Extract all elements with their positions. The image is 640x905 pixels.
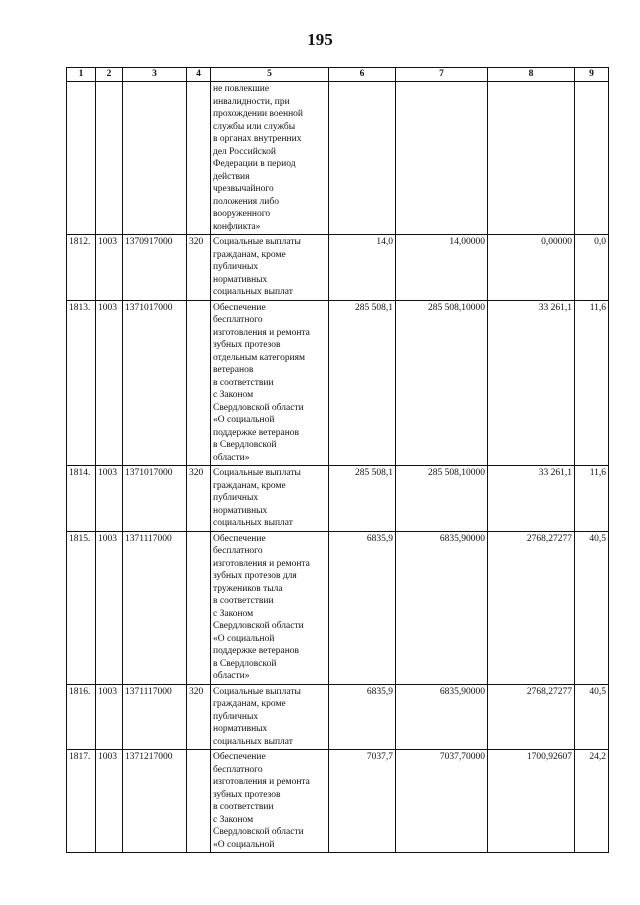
description-line: бесплатного xyxy=(213,315,263,325)
description-line: Обеспечение xyxy=(213,752,266,762)
header-col-9: 9 xyxy=(575,68,609,82)
description-line: в Свердловской xyxy=(213,658,277,669)
cell-plan xyxy=(329,82,396,235)
header-col-8: 8 xyxy=(488,68,575,82)
description-line: Социальные выплаты xyxy=(213,686,301,697)
header-col-4: 4 xyxy=(187,68,211,82)
description-line: публичных xyxy=(213,493,259,503)
cell-kind: 320 xyxy=(187,466,211,532)
cell-executed: 0,00000 xyxy=(488,235,575,301)
cell-number: 1817. xyxy=(67,750,96,853)
description-line: бесплатного xyxy=(213,546,263,556)
header-col-2: 2 xyxy=(96,68,123,82)
cell-refined-plan: 285 508,10000 xyxy=(396,300,488,466)
page-number: 195 xyxy=(307,30,333,49)
cell-kind xyxy=(187,750,211,853)
cell-target: 1371017000 xyxy=(123,466,187,532)
cell-description xyxy=(211,300,329,466)
description-line: социальных выплат xyxy=(213,287,293,297)
header-col-7: 7 xyxy=(396,68,488,82)
description-line: в Свердловской xyxy=(213,440,277,450)
description-line: Свердловской области xyxy=(213,621,304,631)
description-line: социальных выплат xyxy=(213,518,293,528)
cell-refined-plan: 6835,90000 xyxy=(396,531,488,684)
header-col-6: 6 xyxy=(329,68,396,82)
description-line: «О социальной xyxy=(213,633,275,644)
description-line: социальных выплат xyxy=(213,736,293,747)
description-line: Свердловской области xyxy=(213,827,304,837)
cell-kind: 320 xyxy=(187,235,211,301)
description-line: Федерации в период xyxy=(213,159,296,169)
description-line: нормативных xyxy=(213,724,268,734)
cell-plan: 7037,7 xyxy=(329,750,396,853)
cell-section: 1003 xyxy=(96,684,123,750)
cell-section: 1003 xyxy=(96,466,123,532)
cell-number: 1814. xyxy=(67,466,96,532)
cell-section: 1003 xyxy=(96,750,123,853)
description-line: положения либо xyxy=(213,196,279,207)
header-row xyxy=(67,68,609,82)
continuation-row xyxy=(67,82,609,235)
cell-executed: 1700,92607 xyxy=(488,750,575,853)
description-line: Обеспечение xyxy=(213,533,266,544)
cell-executed: 33 261,1 xyxy=(488,300,575,466)
description-line: дел Российской xyxy=(213,146,276,157)
description-line: с Законом xyxy=(213,608,254,619)
cell-refined-plan xyxy=(396,82,488,235)
cell-percent: 40,5 xyxy=(575,531,609,684)
cell-target: 1370917000 xyxy=(123,235,187,301)
description-line: зубных протезов для xyxy=(213,571,297,581)
description-line: Социальные выплаты xyxy=(213,468,301,478)
cell-description xyxy=(211,82,329,235)
table-row xyxy=(67,466,609,532)
description-line: действия xyxy=(213,171,250,182)
cell-section: 1003 xyxy=(96,531,123,684)
description-line: тружеников тыла xyxy=(213,583,283,594)
table-row xyxy=(67,300,609,466)
cell-section: 1003 xyxy=(96,235,123,301)
description-line: в соответствии xyxy=(213,596,274,606)
description-line: не повлекшие xyxy=(213,84,270,94)
description-line: зубных протезов xyxy=(213,340,281,350)
cell-executed: 2768,27277 xyxy=(488,531,575,684)
cell-plan: 6835,9 xyxy=(329,684,396,750)
description-line: изготовления и ремонта xyxy=(213,558,310,569)
cell-kind xyxy=(187,531,211,684)
cell-kind xyxy=(187,82,211,235)
description-line: публичных xyxy=(213,262,259,272)
cell-plan: 285 508,1 xyxy=(329,300,396,466)
description-line: поддержке ветеранов xyxy=(213,646,300,656)
description-line: прохождении военной xyxy=(213,109,303,119)
table-row xyxy=(67,684,609,750)
description-line: с Законом xyxy=(213,814,254,825)
description-line: отдельным категориям xyxy=(213,352,306,363)
cell-kind: 320 xyxy=(187,684,211,750)
description-line: «О социальной xyxy=(213,415,275,425)
cell-percent: 40,5 xyxy=(575,684,609,750)
description-line: Свердловской области xyxy=(213,402,304,413)
description-line: с Законом xyxy=(213,390,254,400)
cell-plan: 285 508,1 xyxy=(329,466,396,532)
table-row xyxy=(67,235,609,301)
description-line: вооруженного xyxy=(213,209,271,219)
cell-executed: 33 261,1 xyxy=(488,466,575,532)
header-col-3: 3 xyxy=(123,68,187,82)
cell-number: 1812. xyxy=(67,235,96,301)
cell-plan: 6835,9 xyxy=(329,531,396,684)
description-line: Социальные выплаты xyxy=(213,237,301,247)
description-line: конфликта» xyxy=(213,221,261,232)
description-line: нормативных xyxy=(213,505,268,516)
cell-description xyxy=(211,750,329,853)
cell-description xyxy=(211,531,329,684)
cell-executed xyxy=(488,82,575,235)
cell-target: 1371117000 xyxy=(123,684,187,750)
header-col-1: 1 xyxy=(67,68,96,82)
description-line: «О социальной xyxy=(213,839,275,850)
description-line: в соответствии xyxy=(213,377,274,388)
cell-section xyxy=(96,82,123,235)
cell-target: 1371117000 xyxy=(123,531,187,684)
cell-target xyxy=(123,82,187,235)
description-line: в соответствии xyxy=(213,802,274,812)
cell-target: 1371217000 xyxy=(123,750,187,853)
cell-description xyxy=(211,466,329,532)
cell-percent: 0,0 xyxy=(575,235,609,301)
description-line: зубных протезов xyxy=(213,789,281,800)
cell-refined-plan: 6835,90000 xyxy=(396,684,488,750)
description-line: поддержке ветеранов xyxy=(213,427,300,438)
cell-number: 1816. xyxy=(67,684,96,750)
cell-percent xyxy=(575,82,609,235)
cell-percent: 11,6 xyxy=(575,466,609,532)
cell-description xyxy=(211,684,329,750)
description-line: ветеранов xyxy=(213,365,254,375)
cell-number xyxy=(67,82,96,235)
description-line: изготовления и ремонта xyxy=(213,327,310,338)
cell-refined-plan: 7037,70000 xyxy=(396,750,488,853)
description-line: службы или службы xyxy=(213,121,296,132)
description-line: нормативных xyxy=(213,274,268,285)
description-line: Обеспечение xyxy=(213,302,266,313)
cell-description xyxy=(211,235,329,301)
description-line: в органах внутренних xyxy=(213,134,302,144)
cell-target: 1371017000 xyxy=(123,300,187,466)
cell-number: 1815. xyxy=(67,531,96,684)
description-line: бесплатного xyxy=(213,764,263,775)
table-row xyxy=(67,750,609,853)
cell-section: 1003 xyxy=(96,300,123,466)
table-row xyxy=(67,531,609,684)
description-line: публичных xyxy=(213,711,259,722)
description-line: области» xyxy=(213,671,250,681)
cell-kind xyxy=(187,300,211,466)
cell-number: 1813. xyxy=(67,300,96,466)
cell-refined-plan: 14,00000 xyxy=(396,235,488,301)
cell-plan: 14,0 xyxy=(329,235,396,301)
description-line: гражданам, кроме xyxy=(213,480,286,491)
description-line: чрезвычайного xyxy=(213,184,274,194)
description-line: инвалидности, при xyxy=(213,96,290,107)
description-line: гражданам, кроме xyxy=(213,249,286,260)
header-col-5: 5 xyxy=(211,68,329,82)
description-line: гражданам, кроме xyxy=(213,699,286,709)
cell-refined-plan: 285 508,10000 xyxy=(396,466,488,532)
cell-executed: 2768,27277 xyxy=(488,684,575,750)
description-line: изготовления и ремонта xyxy=(213,777,310,787)
cell-percent: 24,2 xyxy=(575,750,609,853)
description-line: области» xyxy=(213,452,250,463)
budget-table xyxy=(66,67,609,853)
cell-percent: 11,6 xyxy=(575,300,609,466)
